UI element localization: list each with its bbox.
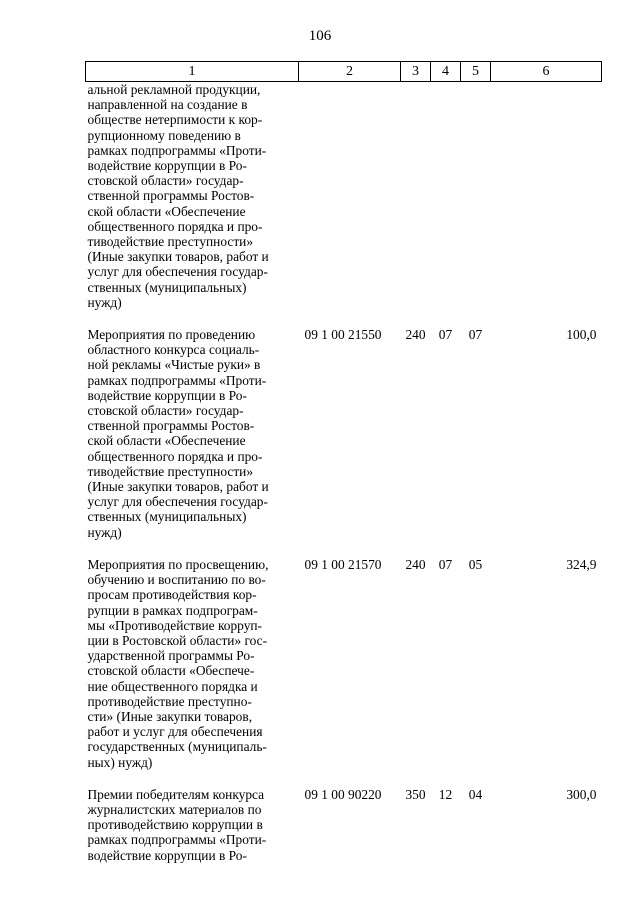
row-description: Мероприятия по просвещению, обучению и воспитанию по во- просам противодействия кор- рупции в рамках подпрограм- мы «Противодействие корруп- ции в Ростовской области» гос- ударственной программы Ро- стовской области «Обеспече- ние общественного порядка и противодействие преступно- сти» (Иные закупки товаров, работ и услуг для обеспечения государственных (муниципаль- ных) нужд) <box>87 556 269 770</box>
row-col3 <box>401 82 431 311</box>
budget-table <box>85 61 602 863</box>
row-description: Мероприятия по проведению областного конкурса социаль- ной рекламы «Чистые руки» в рамках подпрограммы «Проти- водействие коррупции в Ро- стовской области» государ- ственной программы Ростов- ской области «Обеспечение общественного порядка и про- тиводействие преступности» (Иные закупки товаров, работ и услуг для обеспечения государ- ственных (муниципальных) нужд) <box>87 327 269 540</box>
table-row <box>86 787 602 863</box>
row-col3: 350 <box>405 786 426 802</box>
row-description: Премии победителям конкурса журналистских материалов по противодействию коррупции в рамках подпрограммы «Проти- водействие коррупции в Ро- <box>87 786 267 863</box>
column-header-1: 1 <box>86 62 299 82</box>
row-code <box>299 82 401 311</box>
row-col3: 240 <box>405 556 426 572</box>
row-amount: 300,0 <box>566 786 597 802</box>
row-col4: 07 <box>438 556 453 572</box>
row-code: 09 1 00 21570 <box>304 556 382 572</box>
row-col3: 240 <box>405 327 426 343</box>
row-col5: 05 <box>468 556 483 572</box>
row-code: 09 1 00 21550 <box>304 327 382 343</box>
page-number: 106 <box>308 28 332 44</box>
row-col4 <box>431 82 461 311</box>
row-col5: 07 <box>468 327 483 343</box>
row-amount <box>491 82 602 311</box>
row-col5 <box>461 82 491 311</box>
row-code: 09 1 00 90220 <box>304 786 382 802</box>
table-row <box>86 327 602 540</box>
row-col4: 12 <box>438 786 453 802</box>
table-row <box>86 557 602 770</box>
table-row <box>86 82 602 311</box>
column-header-5: 5 <box>461 62 491 82</box>
row-description: альной рекламной продукции, направленной на создание в обществе нетерпимости к кор- рупционному поведению в рамках подпрограммы «Проти- водействие коррупции в Ро- стовской области» государ- ственной программы Ростов- ской области «Обеспечение общественного порядка и про- тиводействие преступности» (Иные закупки товаров, работ и услуг для обеспечения государ- ственных (муниципальных) нужд) <box>87 82 269 310</box>
column-header-4: 4 <box>431 62 461 82</box>
row-amount: 324,9 <box>566 556 597 572</box>
row-col5: 04 <box>468 786 483 802</box>
column-header-3: 3 <box>401 62 431 82</box>
column-header-2: 2 <box>299 62 401 82</box>
column-header-6: 6 <box>491 62 602 82</box>
table-header-row <box>86 62 602 82</box>
row-amount: 100,0 <box>566 327 597 343</box>
row-col4: 07 <box>438 327 453 343</box>
